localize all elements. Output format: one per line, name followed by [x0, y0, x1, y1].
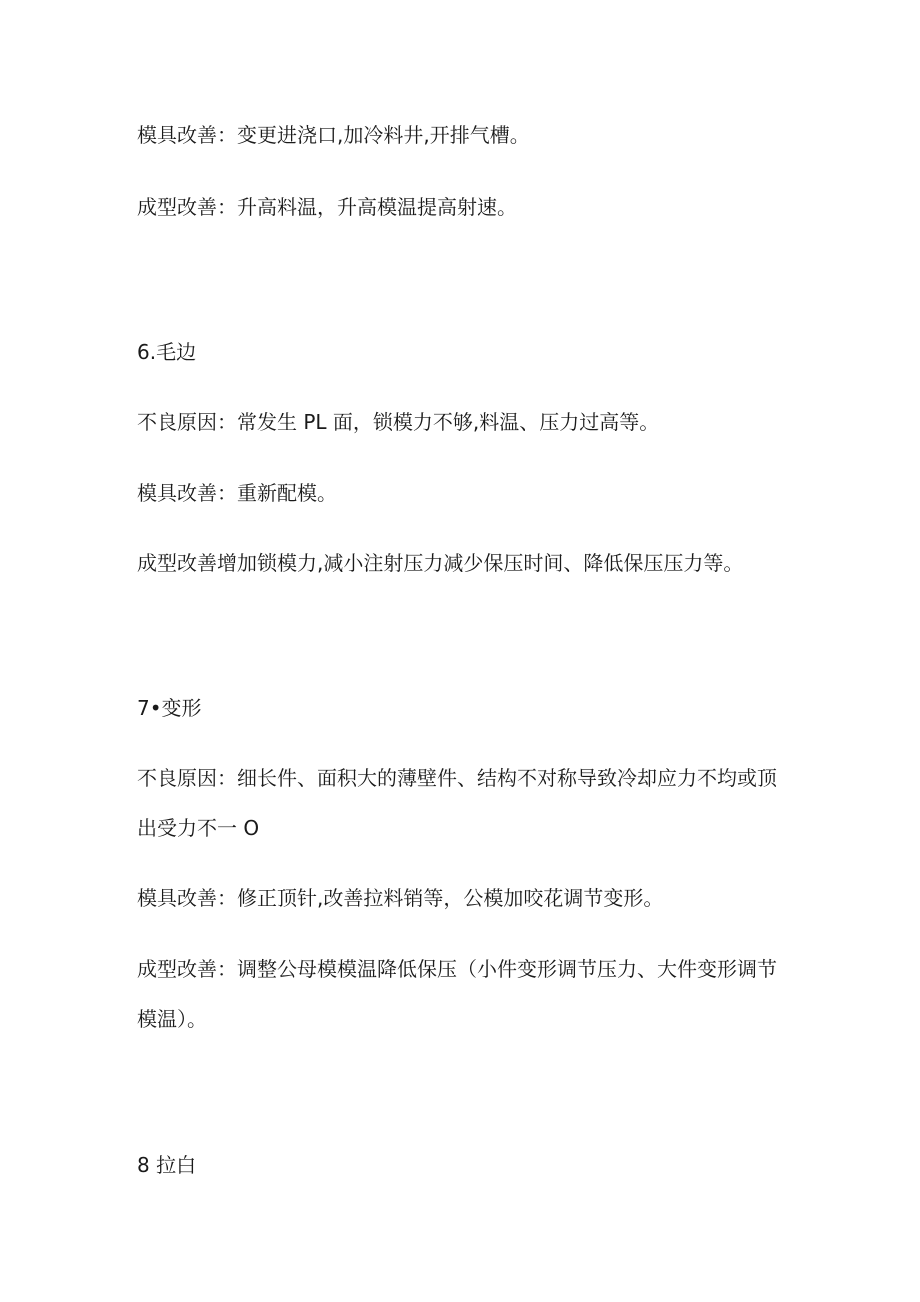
section-heading-flash: 6.毛边 — [137, 340, 197, 364]
text-line-defect-cause-deformation-cont: 出受力不一 O — [137, 816, 260, 840]
text-line-mold-improvement-deformation: 模具改善：修正顶针,改善拉料销等，公模加咬花调节变形。 — [137, 886, 664, 910]
text-line-mold-improvement-flash: 模具改善：重新配模。 — [137, 481, 337, 505]
text-line-defect-cause-flash: 不良原因：常发生 PL 面，锁模力不够,料温、压力过高等。 — [137, 410, 660, 434]
section-heading-whitening: 8 拉白 — [137, 1153, 197, 1177]
text-line-mold-improvement-1: 模具改善：变更进浇口,加冷料井,开排气槽。 — [137, 123, 530, 147]
text-line-molding-improvement-1: 成型改善：升高料温，升高模温提高射速。 — [137, 195, 517, 219]
text-line-molding-improvement-deformation-cont: 模温）。 — [137, 1007, 207, 1031]
text-line-molding-improvement-flash: 成型改善增加锁模力,减小注射压力减少保压时间、降低保压压力等。 — [137, 551, 744, 575]
section-heading-deformation: 7•变形 — [137, 696, 202, 720]
text-line-molding-improvement-deformation: 成型改善：调整公母模模温降低保压（小件变形调节压力、大件变形调节 — [137, 957, 777, 981]
text-line-defect-cause-deformation: 不良原因：细长件、面积大的薄壁件、结构不对称导致冷却应力不均或顶 — [137, 766, 777, 790]
